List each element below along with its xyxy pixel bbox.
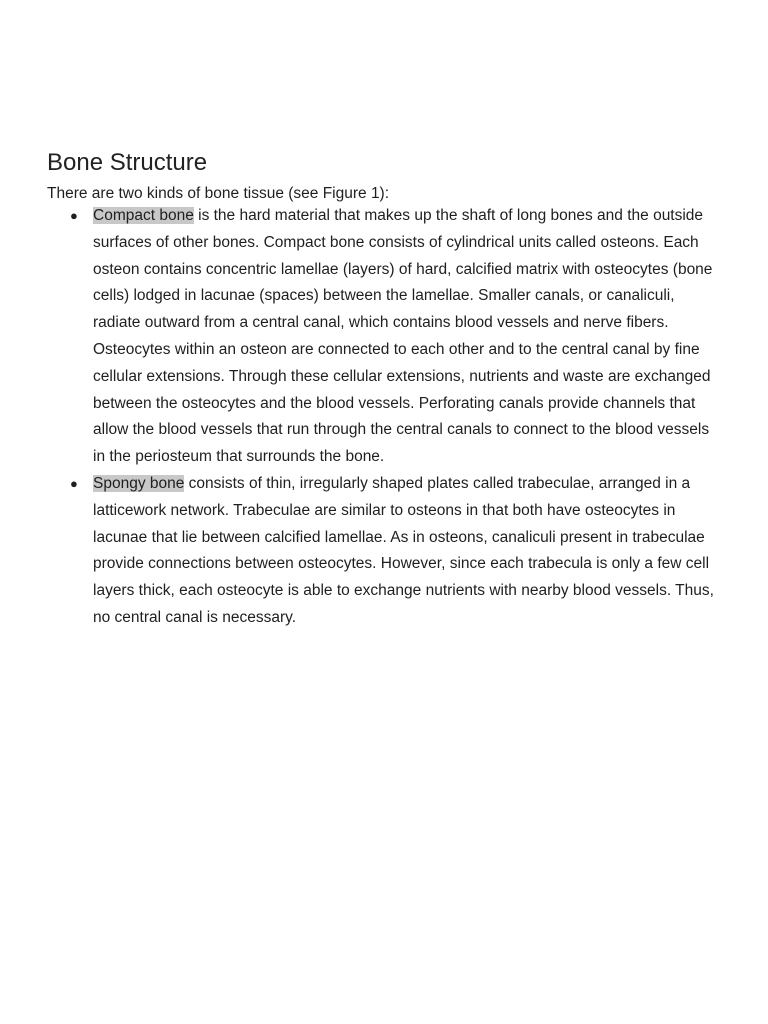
highlighted-term-compact-bone: Compact bone (93, 207, 194, 224)
page-title: Bone Structure (47, 149, 208, 176)
compact-bone-description: is the hard material that makes up the shaft of long bones and the outside surfaces of other bones. Compact bone consists of cylindrical units called osteons. Each osteon contains concentric lamellae (layers) of hard, calcified matrix with osteocytes (bone cells) lodged in lacunae (spaces) between the lamellae. Smaller canals, or canaliculi, radiate outward from a central canal, which contains blood vessels and nerve fibers. Osteocytes within an osteon are connected to each other and to the central canal by fine cellular extensions. Through these cellular extensions, nutrients and waste are exchanged between the osteocytes and the blood vessels. Perforating canals provide channels that allow the blood vessels that run through the central canals to connect to the blood vessels in the periosteum that surrounds the bone. (93, 207, 713, 466)
highlighted-term-spongy-bone: Spongy bone (93, 474, 185, 492)
list-item-compact-bone (70, 203, 720, 471)
list-item-spongy-bone (70, 471, 720, 632)
bullet-icon: ● (70, 208, 78, 223)
intro-paragraph: There are two kinds of bone tissue (see Figure 1): (47, 185, 390, 202)
bullet-icon: ● (70, 475, 78, 491)
bone-types-list (70, 203, 720, 632)
spongy-bone-description: consists of thin, irregularly shaped plates called trabeculae, arranged in a latticework network. Trabeculae are similar to osteons in that both have osteocytes in lacunae that lie between calcified lamellae. As in osteons, canaliculi present in trabeculae provide connections between osteocytes. However, since each trabecula is only a few cell layers thick, each osteocyte is able to exchange nutrients with nearby blood vessels. Thus, no central canal is necessary. (93, 474, 714, 626)
